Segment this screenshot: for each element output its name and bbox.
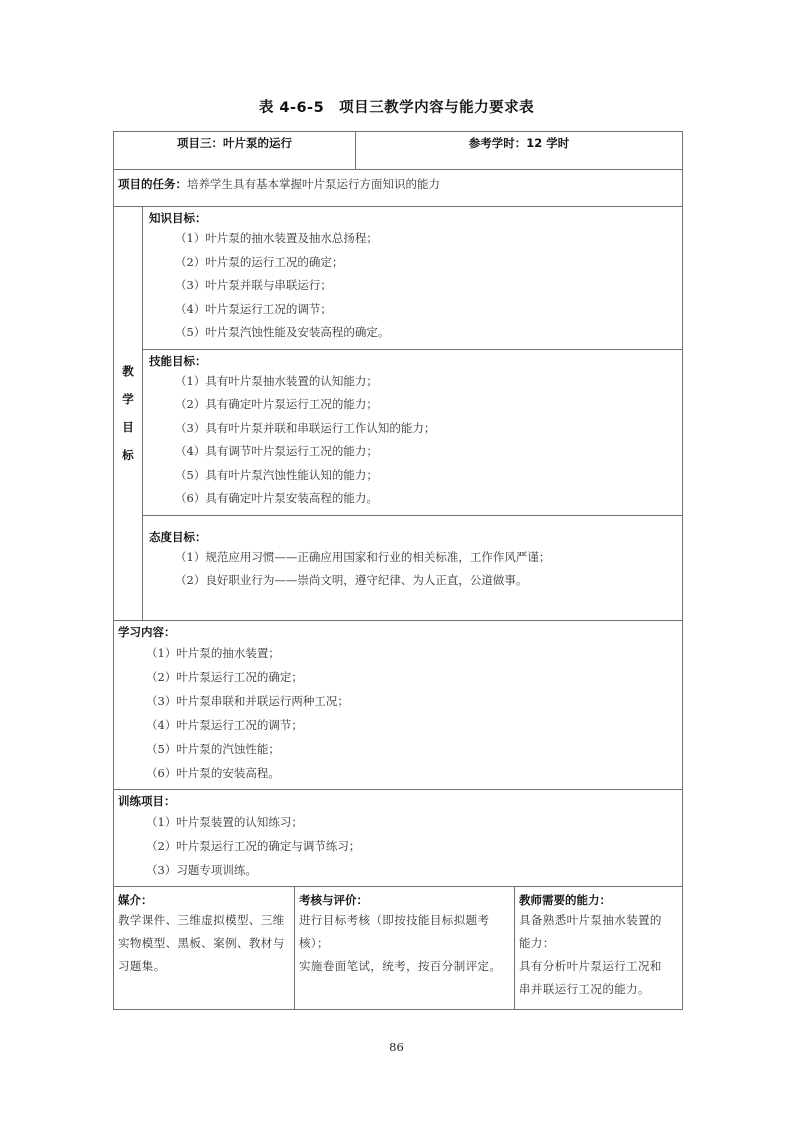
bottom-row: [114, 886, 683, 1009]
list-item: （1）叶片泵装置的认知练习；: [146, 814, 303, 829]
table-title: 表 4-6-5 项目三教学内容与能力要求表: [258, 100, 535, 116]
learning-content-section: [114, 620, 683, 789]
knowledge-goals-row: [114, 207, 683, 350]
assessment-title: 考核与评价：: [299, 892, 368, 907]
teacher-ability-title: 教师需要的能力：: [519, 892, 612, 907]
list-item: （1）叶片泵的抽水装置；: [146, 645, 280, 660]
assessment-line: 核）；: [299, 935, 329, 950]
teacher-ability-line: 串并联运行工况的能力。: [519, 981, 650, 996]
list-item: （2）叶片泵的运行工况的确定；: [175, 254, 344, 269]
side-char: 标: [122, 448, 134, 463]
list-item: （3）叶片泵串联和并联运行两种工况；: [146, 693, 349, 708]
reference-hours-cell: 参考学时：12 学时: [356, 132, 683, 170]
teacher-ability-line: 具有分析叶片泵运行工况和: [519, 958, 662, 973]
media-cell: [114, 886, 295, 1009]
list-item: （2）具有确定叶片泵运行工况的能力；: [175, 397, 378, 411]
media-line: 习题集。: [118, 958, 166, 973]
list-item: （4）叶片泵运行工况的调节；: [146, 717, 303, 732]
list-item: （5）叶片泵的汽蚀性能；: [146, 741, 280, 756]
list-item: （6）具有确定叶片泵安装高程的能力。: [175, 491, 378, 505]
list-item: （5）叶片泵汽蚀性能及安装高程的确定。: [175, 325, 390, 339]
teacher-ability-cell: [515, 886, 683, 1009]
page-number: 86: [389, 1040, 404, 1054]
assessment-line: 进行目标考核（即按技能目标拟题考: [299, 912, 490, 927]
assessment-line: 实施卷面笔试，统考，按百分制评定。: [299, 958, 502, 973]
learning-content-row: [114, 620, 683, 789]
list-item: （6）叶片泵的安装高程。: [146, 765, 280, 780]
requirements-table: [113, 131, 683, 1010]
task-label: 项目的任务：: [118, 177, 187, 191]
list-item: （3）叶片泵并联与串联运行；: [175, 278, 332, 292]
list-item: （3）具有叶片泵并联和串联运行工作认知的能力；: [175, 420, 436, 435]
teacher-ability-line: 能力：: [519, 935, 555, 950]
header-row: [114, 132, 683, 170]
skill-goals-row: [114, 349, 683, 515]
side-char: 学: [122, 392, 134, 407]
list-item: （5）具有叶片泵汽蚀性能认知的能力；: [175, 467, 378, 482]
list-item: （2）叶片泵运行工况的确定；: [146, 669, 303, 684]
task-value: 培养学生具有基本掌握叶片泵运行方面知识的能力: [187, 177, 440, 191]
attitude-goals-row: [114, 515, 683, 620]
list-item: （2）良好职业行为——崇尚文明，遵守纪律、为人正直，公道做事。: [175, 573, 528, 587]
list-item: （1）叶片泵的抽水装置及抽水总扬程；: [175, 231, 378, 245]
training-row: [114, 789, 683, 886]
attitude-goals-section: [143, 515, 683, 620]
list-item: （4）叶片泵运行工况的调节；: [175, 301, 332, 316]
training-title: 训练项目：: [118, 793, 176, 808]
knowledge-goals-section: [143, 207, 683, 350]
side-char: 目: [122, 420, 134, 435]
learning-content-title: 学习内容：: [118, 624, 176, 639]
list-item: （1）具有叶片泵抽水装置的认知能力；: [175, 373, 378, 388]
training-section: [114, 789, 683, 886]
list-item: （2）叶片泵运行工况的确定与调节练习；: [146, 838, 361, 853]
teaching-goals-label: [114, 207, 143, 621]
attitude-goals-title: 态度目标：: [149, 529, 207, 544]
project-task-cell: [114, 170, 683, 207]
skill-goals-section: [143, 349, 683, 515]
media-title: 媒介：: [118, 892, 153, 907]
media-line: 教学课件、三维虚拟模型、三维: [118, 912, 285, 927]
skill-goals-title: 技能目标：: [149, 353, 207, 368]
media-line: 实物模型、黑板、案例、教材与: [118, 935, 285, 950]
teacher-ability-line: 具备熟悉叶片泵抽水装置的: [519, 912, 662, 927]
project-name-cell: 项目三：叶片泵的运行: [114, 132, 356, 170]
assessment-cell: [295, 886, 515, 1009]
knowledge-goals-title: 知识目标：: [149, 211, 207, 225]
task-row: [114, 170, 683, 207]
list-item: （1）规范应用习惯——正确应用国家和行业的相关标准，工作作风严谨；: [175, 549, 551, 564]
list-item: （4）具有调节叶片泵运行工况的能力；: [175, 444, 378, 458]
side-char: 教: [122, 364, 134, 379]
list-item: （3）习题专项训练。: [146, 862, 257, 877]
